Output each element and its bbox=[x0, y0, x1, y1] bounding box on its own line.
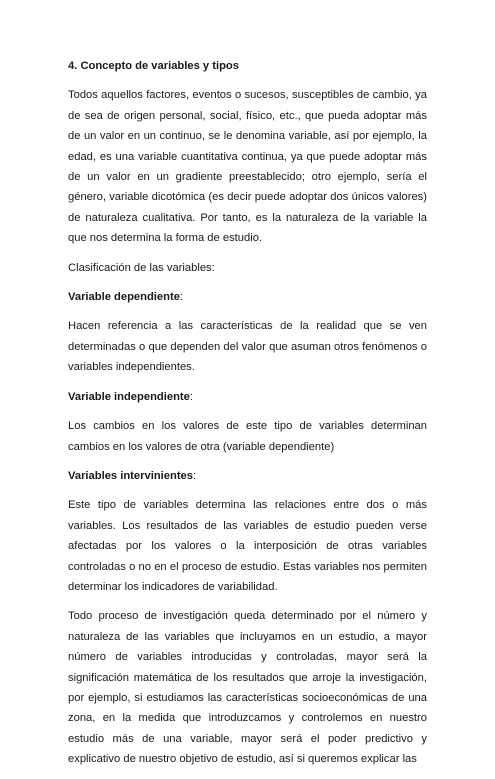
subheading-title: Variable dependiente bbox=[68, 291, 180, 304]
subheading-colon: : bbox=[193, 469, 197, 482]
dependent-variable-paragraph: Hacen referencia a las características de la realidad que se ven determinadas o que dependen del valor que asuman otros fenómenos o variables independientes. bbox=[68, 320, 427, 374]
subheading-title: Variables intervinientes bbox=[68, 469, 193, 482]
subheading-title: Variable independiente bbox=[68, 390, 190, 403]
independent-variable-paragraph: Los cambios en los valores de este tipo de variables determinan cambios en los valores de otra (variable dependiente) bbox=[68, 420, 427, 453]
document-page bbox=[68, 56, 427, 779]
subheading-dependent-variable bbox=[68, 287, 427, 307]
subheading-colon: : bbox=[189, 390, 193, 403]
classification-label: Clasificación de las variables: bbox=[68, 261, 215, 274]
subheading-intervening-variables bbox=[68, 466, 427, 486]
closing-paragraph: Todo proceso de investigación queda determinado por el número y naturaleza de las variables que incluyamos en un estudio, a mayor número de variables introducidas y controladas, mayor será la significación matemática de los resultados que arroje la investigación, por ejemplo, si estudiamos las características socioeconómicas de una zona, en la medida que introduzcamos y controlemos en nuestro estudio más de una variable, mayor será el poder predictivo y explicativo de nuestro objetivo de estudio, así si queremos explicar las bbox=[68, 610, 427, 766]
section-heading: 4. Concepto de variables y tipos bbox=[68, 60, 239, 72]
intro-paragraph: Todos aquellos factores, eventos o sucesos, susceptibles de cambio, ya de sea de origen personal, social, físico, etc., que pueda adoptar más de un valor en un continuo, se le denomina variable, así por ejemplo, la edad, es una variable cuantitativa continua, ya que puede adoptar más de un valor en un gradiente preestablecido; otro ejemplo, sería el género, variable dicotómica (es decir puede adoptar dos únicos valores) de naturaleza cualitativa. Por tanto, es la naturaleza de la variable la que nos determina la forma de estudio. bbox=[68, 89, 427, 245]
intervening-variables-paragraph: Este tipo de variables determina las relaciones entre dos o más variables. Los resultados de las variables de estudio pueden verse afectadas por los valores o la interposición de otras variables controladas o no en el proceso de estudio. Estas variables nos permiten determinar los indicadores de variabilidad. bbox=[68, 499, 427, 593]
subheading-colon: : bbox=[179, 291, 184, 304]
subheading-independent-variable bbox=[68, 387, 427, 407]
